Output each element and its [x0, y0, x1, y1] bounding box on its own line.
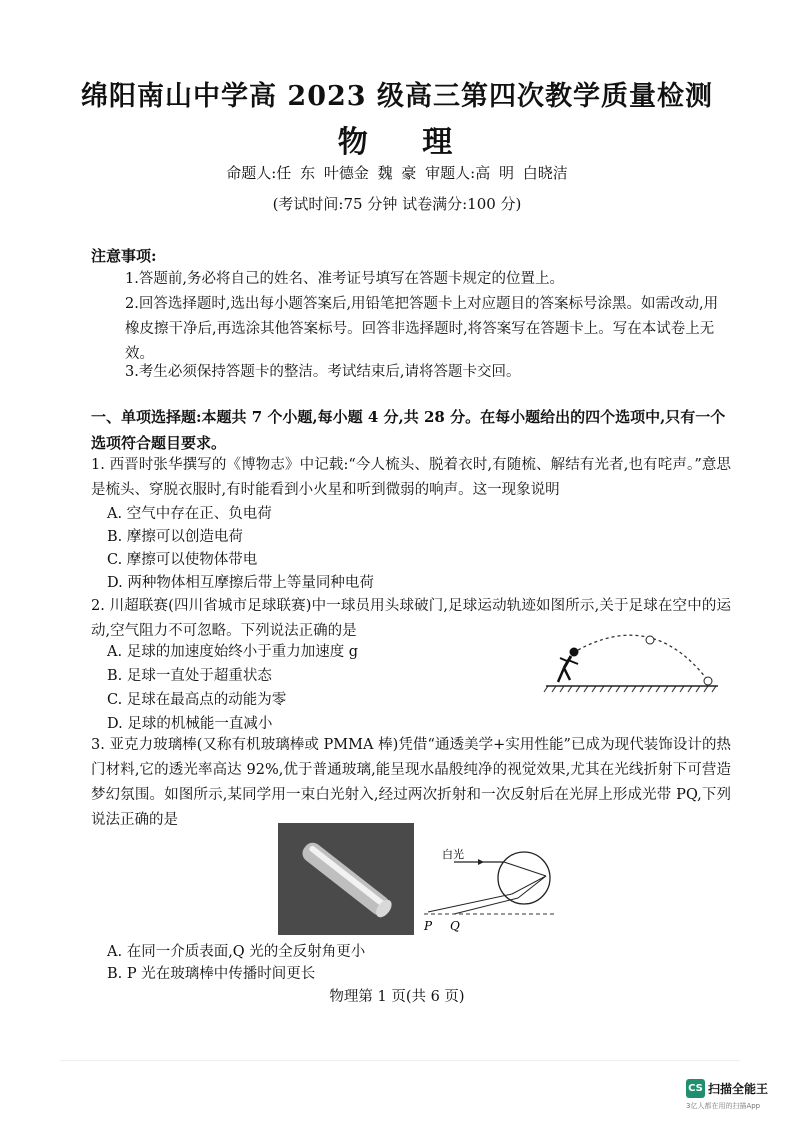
- exam-title: 绵阳南山中学高 2023 级高三第四次教学质量检测: [81, 81, 713, 112]
- question-option: B. P 光在玻璃棒中传播时间更长: [107, 966, 316, 982]
- camscanner-icon: CS: [686, 1079, 705, 1098]
- notice-heading: 注意事项:: [91, 247, 157, 265]
- question-option: D. 两种物体相互摩擦后带上等量同种电荷: [107, 575, 374, 591]
- ball-icon: [704, 677, 712, 685]
- light-path-diagram: [420, 840, 560, 932]
- subject-title: 物 理: [337, 125, 475, 160]
- scanner-badge: [686, 1078, 768, 1098]
- question-option: B. 摩擦可以创造电荷: [107, 529, 243, 545]
- notice-item: 3.考生必须保持答题卡的整洁。考试结束后,请将答题卡交回。: [125, 364, 521, 380]
- question-option: C. 足球在最高点的动能为零: [107, 692, 287, 708]
- football-trajectory-figure: [540, 628, 720, 696]
- point-p-label: P: [424, 919, 433, 932]
- acrylic-rod-photo: [278, 823, 414, 935]
- point-q-label: Q: [450, 919, 460, 932]
- question-stem: 2. 川超联赛(四川省城市足球联赛)中一球员用头球破门,足球运动轨迹如图所示,关于足球在空中的运动,空气阻力不可忽略。下列说法正确的是: [91, 598, 731, 639]
- exam-info: (考试时间:75 分钟 试卷满分:100 分): [272, 195, 522, 213]
- question-option: A. 空气中存在正、负电荷: [107, 506, 272, 522]
- notice-item: 2.回答选择题时,选出每小题答案后,用铅笔把答题卡上对应题目的答案标号涂黑。如需改动,用橡皮擦干净后,再选涂其他答案标号。回答非选择题时,将答案写在答题卡上。写在本试卷上无效。: [125, 296, 719, 362]
- white-light-label: 白光: [442, 848, 464, 861]
- ground-hatch: [544, 686, 716, 692]
- authors-line: 命题人:任 东 叶德金 魏 豪 审题人:高 明 白晓洁: [226, 164, 568, 182]
- page-footer: 物理第 1 页(共 6 页): [329, 989, 465, 1005]
- question-stem: 1. 西晋时张华撰写的《博物志》中记载:“今人梳头、脱着衣时,有随梳、解结有光者,也有咤声。”意思是梳头、穿脱衣服时,有时能看到小火星和听到微弱的响声。这一现象说明: [91, 457, 731, 498]
- question-option: C. 摩擦可以使物体带电: [107, 552, 258, 568]
- question-option: A. 在同一介质表面,Q 光的全反射角更小: [107, 944, 366, 960]
- notice-item: 1.答题前,务必将自己的姓名、准考证号填写在答题卡规定的位置上。: [125, 271, 564, 287]
- player-icon: [558, 648, 578, 682]
- question-option: A. 足球的加速度始终小于重力加速度 g: [107, 644, 359, 660]
- question-stem: 3. 亚克力玻璃棒(又称有机玻璃棒或 PMMA 棒)凭借“通透美学+实用性能”已成为现代装饰设计的热门材料,它的透光率高达 92%,优于普通玻璃,能呈现水晶般纯净的视觉效果,尤其在光线折射下可营造梦幻氛围。如图所示,某同学用一束白光射入,经过两次折射和一次反射后在光屏上形成光带 PQ,下列说法正确的是: [91, 737, 731, 828]
- ball-icon: [646, 636, 654, 644]
- section-heading: 一、单项选择题:本题共 7 个小题,每小题 4 分,共 28 分。在每小题给出的四个选项中,只有一个选项符合题目要求。: [91, 408, 726, 452]
- arrow-icon: [478, 859, 484, 865]
- scanner-tagline: 3亿人都在用的扫描App: [686, 1102, 761, 1110]
- scanner-name: 扫描全能王: [708, 1082, 769, 1096]
- trajectory-path: [578, 635, 706, 678]
- divider: [60, 1060, 740, 1061]
- question-option: D. 足球的机械能一直减小: [107, 716, 273, 732]
- question-option: B. 足球一直处于超重状态: [107, 668, 272, 684]
